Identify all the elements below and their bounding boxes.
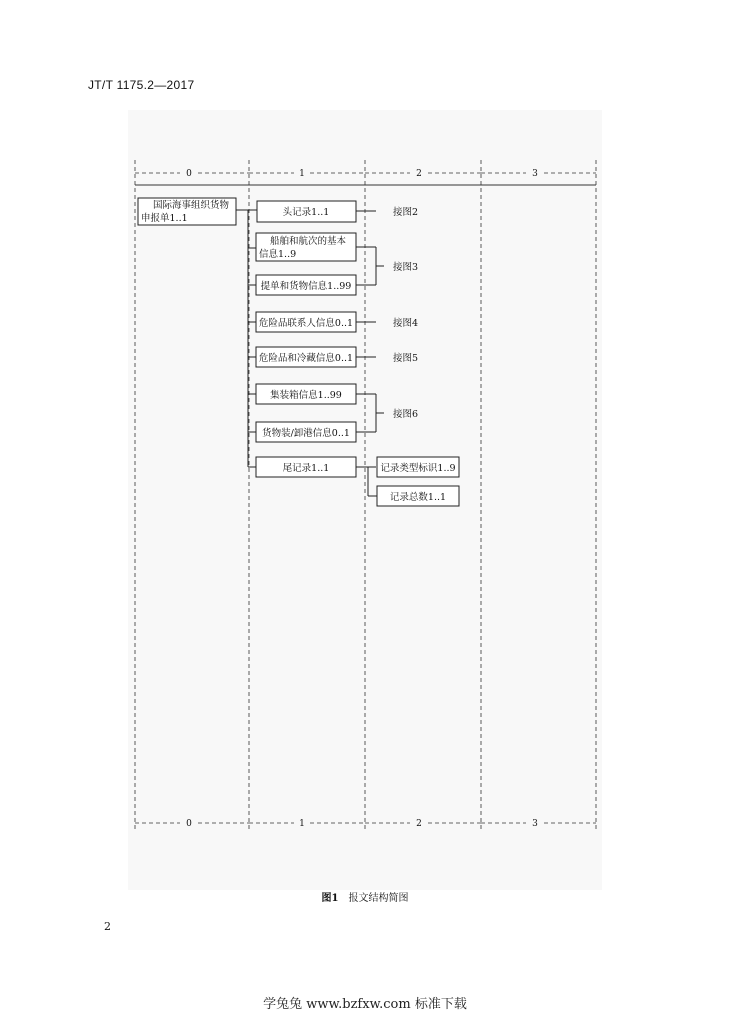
reference-label: 接图4 xyxy=(393,318,419,329)
level1-node-trailer-record: 尾记录1..1 xyxy=(282,463,330,474)
standard-code: JT/T 1175.2—2017 xyxy=(88,78,195,92)
level-label-bottom: 0 xyxy=(186,819,192,829)
root-node-line1: 国际海事组织货物 xyxy=(153,200,230,211)
level1-node-dangerous-reefer: 危险品和冷藏信息0..1 xyxy=(258,353,354,364)
level-label-bottom: 3 xyxy=(532,819,538,829)
level-label-top: 0 xyxy=(186,169,192,179)
level-ruler-top xyxy=(135,173,596,185)
level1-node-vessel-voyage-line2: 信息1..9 xyxy=(259,249,297,260)
level1-node-port-loading: 货物装/卸港信息0..1 xyxy=(262,428,350,439)
level1-node-container: 集装箱信息1..99 xyxy=(270,390,342,401)
level1-node-header-record: 头记录1..1 xyxy=(282,207,330,218)
root-node-line2: 申报单1..1 xyxy=(141,213,188,224)
level1-node-bill-cargo: 提单和货物信息1..99 xyxy=(260,281,352,292)
reference-label: 接图2 xyxy=(393,207,419,218)
reference-label: 接图5 xyxy=(393,353,419,364)
reference-label: 接图6 xyxy=(393,409,419,420)
level1-node-vessel-voyage-line1: 船舶和航次的基本 xyxy=(270,236,347,247)
level-label-bottom: 2 xyxy=(416,819,422,829)
level-label-top: 3 xyxy=(532,169,538,179)
reference-label: 接图3 xyxy=(393,262,419,273)
figure-title: 报文结构简图 xyxy=(348,893,409,904)
figure-caption xyxy=(0,889,730,904)
level2-node-record-count: 记录总数1..1 xyxy=(389,492,447,503)
figure-number: 图1 xyxy=(321,893,339,904)
level-label-top: 2 xyxy=(416,169,422,179)
level-label-top: 1 xyxy=(299,169,305,179)
page-number: 2 xyxy=(104,920,111,933)
level1-node-dangerous-contact: 危险品联系人信息0..1 xyxy=(258,318,354,329)
level-label-bottom: 1 xyxy=(299,819,305,829)
level2-node-record-type: 记录类型标识1..9 xyxy=(380,463,456,474)
site-footer: 学兔兔 www.bzfxw.com 标准下载 xyxy=(263,997,467,1012)
